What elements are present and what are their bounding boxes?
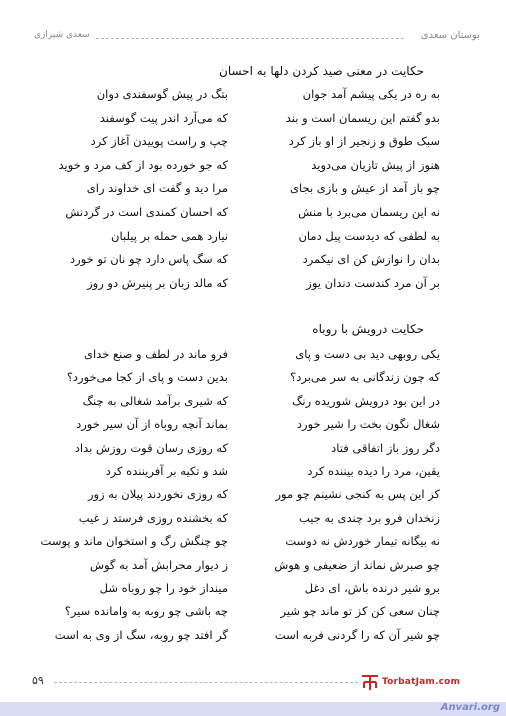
first-hemistich: که چون زندگانی به سر می‌برد؟ bbox=[290, 370, 440, 385]
verse-line bbox=[60, 275, 440, 299]
first-hemistich: چو شیر آن که را گردنی فربه است bbox=[274, 627, 440, 642]
poem-section-1 bbox=[60, 86, 440, 298]
second-hemistich: که جو خورده بود از کف مرد و خوید bbox=[58, 157, 228, 172]
first-hemistich: چنان سعی کن کز تو ماند چو شیر bbox=[280, 604, 440, 619]
watermark-bar bbox=[0, 702, 506, 716]
verse-line bbox=[60, 251, 440, 275]
second-hemistich: که روزی نخوردند پیلان به زور bbox=[87, 487, 228, 502]
verse-line bbox=[60, 110, 440, 134]
second-hemistich: چه باشی چو روبه به وامانده سیر؟ bbox=[64, 604, 228, 619]
verse-line bbox=[60, 510, 440, 533]
section-title: حکایت در معنی صید کردن دلها به احسان bbox=[219, 64, 424, 78]
second-hemistich: که بخشنده روزی فرستد ز غیب bbox=[78, 510, 228, 525]
first-hemistich: به لطفی که دیدست پیل دمان bbox=[298, 228, 440, 243]
first-hemistich: زنخدان فرو برد چندی به جیب bbox=[298, 510, 440, 525]
second-hemistich: بماند آنچه روباه از آن سیر خورد bbox=[76, 417, 228, 432]
first-hemistich: نه بیگانه تیمار خوردش نه دوست bbox=[285, 534, 440, 549]
first-hemistich: چو باز آمد از عیش و بازی بجای bbox=[290, 181, 440, 196]
site-logo bbox=[360, 672, 472, 694]
verse-line bbox=[54, 627, 440, 650]
verse-line bbox=[60, 157, 440, 181]
second-hemistich: که روزی رسان قوت روزش بداد bbox=[74, 440, 228, 455]
verse-line bbox=[60, 86, 440, 110]
first-hemistich: بدان را نوازش کن ای نیکمرد bbox=[302, 252, 440, 267]
second-hemistich: چو چنگش رگ و استخوان ماند و پوست bbox=[40, 534, 228, 549]
first-hemistich: نه این ریسمان می‌برد با منش bbox=[298, 204, 440, 219]
first-hemistich: سبک طوق و زنجیر از او باز کرد bbox=[288, 134, 440, 149]
page-header bbox=[34, 30, 480, 46]
second-hemistich: که مالد زبان بر پنیرش دو روز bbox=[87, 275, 228, 290]
second-hemistich: که سگ پاس دارد چو نان تو خورد bbox=[70, 252, 228, 267]
verse-line bbox=[60, 440, 440, 463]
first-hemistich: چو صبرش نماند از ضعیفی و هوش bbox=[274, 557, 440, 572]
first-hemistich: شغال نگون بخت را شیر خورد bbox=[296, 417, 440, 432]
first-hemistich: به ره در یکی پیشم آمد جوان bbox=[302, 87, 440, 101]
author-name: سعدی شیرازی bbox=[34, 30, 90, 40]
second-hemistich: نیارد همی حمله بر پیلبان bbox=[111, 228, 228, 243]
first-hemistich: برو شیر درنده باش، ای دغل bbox=[304, 580, 440, 595]
verse-line bbox=[60, 557, 440, 580]
header-divider bbox=[96, 38, 404, 39]
second-hemistich: مرا دید و گفت ای خداوند رای bbox=[86, 181, 228, 196]
first-hemistich: بر آن مرد کندست دندان یوز bbox=[306, 275, 440, 290]
first-hemistich: دگر روز باز اتفاقی فتاد bbox=[331, 440, 440, 455]
second-hemistich: که شیری برآمد شغالی به چنگ bbox=[82, 393, 228, 408]
second-hemistich: بدین دست و پای از کجا می‌خورد؟ bbox=[66, 370, 228, 385]
second-hemistich: ز دیوار محرابش آمد به گوش bbox=[89, 557, 228, 572]
first-hemistich: یکی روبهی دید بی دست و پای bbox=[295, 347, 440, 361]
verse-line bbox=[60, 416, 440, 439]
verse-line bbox=[60, 393, 440, 416]
watermark-text: Anvari.org bbox=[440, 702, 500, 713]
verse-line bbox=[60, 346, 440, 369]
first-hemistich: یقین، مرد را دیده بیننده کرد bbox=[307, 463, 440, 478]
page-number: ۵۹ bbox=[32, 674, 44, 687]
verse-line bbox=[40, 533, 440, 556]
verse-line bbox=[60, 180, 440, 204]
second-hemistich: مینداز خود را چو روباه شل bbox=[99, 580, 228, 595]
second-hemistich: بتگ در پیش گوسفندی دوان bbox=[96, 87, 228, 101]
first-hemistich: بدو گفتم این ریسمان است و بند bbox=[285, 110, 440, 125]
poem-section-2 bbox=[40, 346, 440, 650]
brand-name: TorbatJam.com bbox=[382, 677, 461, 687]
first-hemistich: کز این پس به کنجی نشینم چو مور bbox=[275, 487, 440, 502]
verse-line bbox=[60, 486, 440, 509]
second-hemistich: شد و تکیه بر آفریننده کرد bbox=[105, 463, 228, 478]
second-hemistich: چپ و راست پوییدن آغاز کرد bbox=[90, 134, 228, 149]
book-title: بوستان سعدی bbox=[420, 30, 480, 41]
first-hemistich: در این بود درویش شوریده رنگ bbox=[292, 393, 440, 408]
verse-line bbox=[60, 603, 440, 626]
first-hemistich: هنوز از پیش تازیان می‌دوید bbox=[311, 157, 440, 172]
verse-line bbox=[60, 580, 440, 603]
logo-icon bbox=[360, 672, 380, 694]
verse-line bbox=[60, 463, 440, 486]
second-hemistich: گر افتد چو روبه، سگ از وی به است bbox=[54, 627, 228, 642]
second-hemistich: که احسان کمندی است در گردنش bbox=[65, 204, 228, 219]
verse-line bbox=[60, 369, 440, 392]
verse-line bbox=[60, 228, 440, 252]
second-hemistich: فرو ماند در لطف و صنع خدای bbox=[84, 347, 228, 361]
verse-line bbox=[60, 133, 440, 157]
section-title: حکایت درویش با روباه bbox=[312, 322, 424, 336]
second-hemistich: که می‌آرد اندر پیت گوسفند bbox=[99, 110, 228, 125]
page-footer bbox=[32, 672, 472, 694]
footer-divider bbox=[54, 682, 358, 683]
verse-line bbox=[60, 204, 440, 228]
